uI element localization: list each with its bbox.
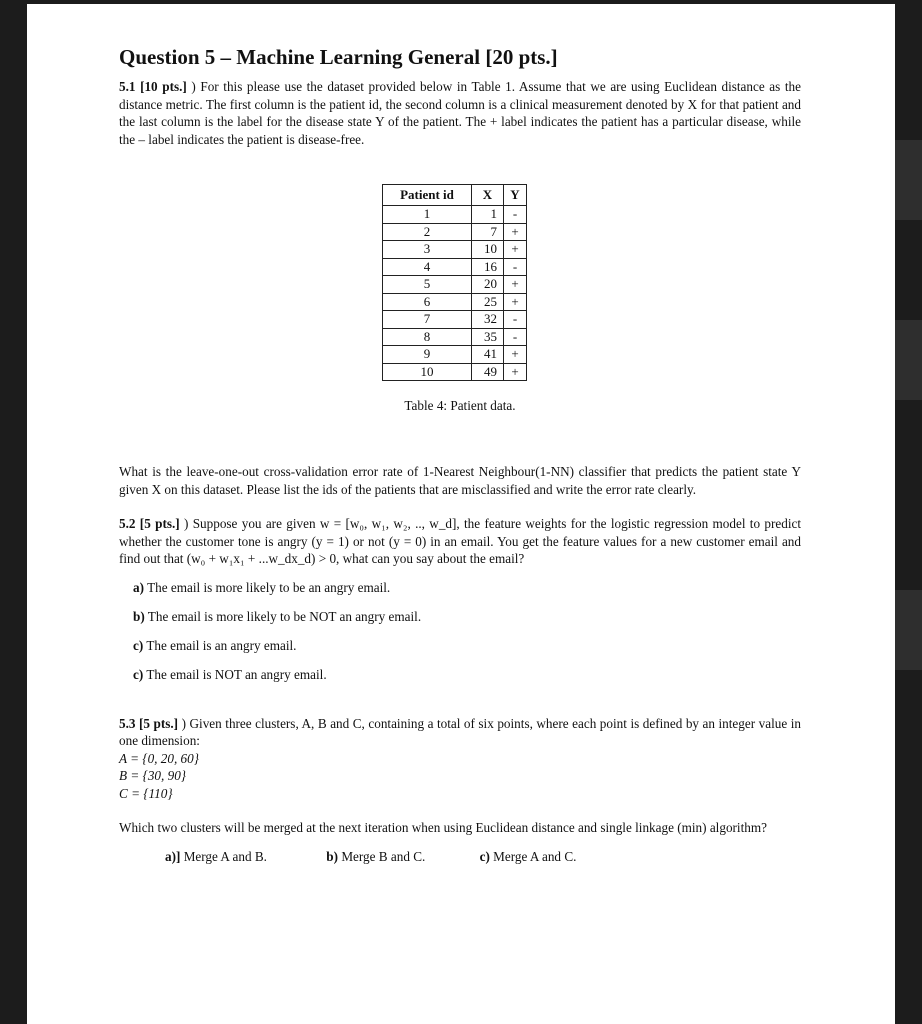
cell-x: 49 [472, 363, 504, 381]
table-row [383, 293, 527, 311]
table-row [383, 276, 527, 294]
table-row [383, 346, 527, 364]
q53-question: Which two clusters will be merged at the next iteration when using Euclidean distance and single linkage (min) algorithm? [119, 820, 767, 835]
table-row [383, 328, 527, 346]
cell-y: - [504, 328, 527, 346]
cell-patient-id: 7 [383, 311, 472, 329]
left-dark-margin [0, 0, 27, 1024]
cell-patient-id: 2 [383, 223, 472, 241]
cell-y: - [504, 258, 527, 276]
cell-patient-id: 1 [383, 206, 472, 224]
option-item [133, 579, 801, 596]
cell-y: + [504, 276, 527, 294]
q51-text: ) For this please use the dataset provided below in Table 1. Assume that we are using Euclidean distance as the distance metric. The first column is the patient id, the second column is a clinical measurement denoted by X for that patient and the last column is the label for the disease state Y of the patient. The + label indicates the patient has a particular disease, while the – label indicates the patient is disease-free. [119, 79, 801, 147]
option-text: The email is more likely to be an angry email. [147, 579, 391, 595]
table-area [119, 148, 801, 440]
cell-y: - [504, 311, 527, 329]
cell-x: 16 [472, 258, 504, 276]
column-header: Patient id [383, 185, 472, 206]
option-key: c) [479, 848, 490, 864]
table-caption: Table 4: Patient data. [404, 398, 516, 413]
cell-x: 41 [472, 346, 504, 364]
patient-data-table [382, 184, 527, 381]
option-key: a)] [165, 848, 181, 864]
question-content [119, 44, 801, 865]
cell-x: 25 [472, 293, 504, 311]
cell-patient-id: 9 [383, 346, 472, 364]
scroll-edge-mark [895, 320, 922, 400]
option-key: b) [133, 608, 145, 624]
option-key: a) [133, 579, 144, 595]
cell-x: 1 [472, 206, 504, 224]
patient-table-wrap [382, 184, 527, 381]
cluster-set: C = {110} [119, 785, 173, 801]
q52-options [119, 579, 801, 683]
table-row [383, 206, 527, 224]
column-header: X [472, 185, 504, 206]
option-key: c) [133, 666, 144, 682]
option-item [326, 849, 476, 865]
cell-y: + [504, 363, 527, 381]
cell-x: 32 [472, 311, 504, 329]
option-item [133, 666, 801, 683]
option-item [480, 849, 577, 865]
cell-y: + [504, 293, 527, 311]
q51-intro [119, 78, 801, 148]
cell-x: 20 [472, 276, 504, 294]
q52-text: ) Suppose you are given w = [w₀, w₁, w₂, .., w_d], the feature weights for the logistic regression model to predict whether the customer tone is angry (y = 1) or not (y = 0) in an email. You get the feature values for a new customer email and find out that (w₀ + w₁x₁ + ...w_dx_d) > 0, what can you say about the email? [119, 516, 801, 566]
cell-patient-id: 4 [383, 258, 472, 276]
cell-patient-id: 3 [383, 241, 472, 259]
option-item [133, 637, 801, 654]
option-text: The email is NOT an angry email. [146, 666, 327, 682]
table-row [383, 363, 527, 381]
cell-patient-id: 8 [383, 328, 472, 346]
option-text: Merge A and B. [183, 848, 267, 864]
option-key: b) [326, 848, 339, 864]
q53-intro [119, 715, 801, 750]
q53-sets [119, 750, 801, 803]
question-title: Question 5 – Machine Learning General [20 pts.] [119, 45, 558, 69]
cell-patient-id: 10 [383, 363, 472, 381]
q52-label: 5.2 [5 pts.] [119, 516, 180, 531]
option-text: Merge A and C. [493, 848, 577, 864]
cluster-set: B = {30, 90} [119, 768, 187, 783]
cluster-set: A = {0, 20, 60} [119, 750, 200, 766]
cell-x: 7 [472, 223, 504, 241]
q51-question: What is the leave-one-out cross-validation error rate of 1-Nearest Neighbour(1-NN) classifier that predicts the patient state Y given X on this dataset. Please list the ids of the patients that are misclassified and write the error rate clearly. [119, 464, 801, 497]
table-header-row [383, 185, 527, 206]
document-page [27, 4, 895, 1024]
option-text: Merge B and C. [341, 848, 426, 864]
cell-y: + [504, 346, 527, 364]
option-item [133, 608, 801, 625]
cell-patient-id: 5 [383, 276, 472, 294]
cell-x: 10 [472, 241, 504, 259]
column-header: Y [504, 185, 527, 206]
q53-label: 5.3 [5 pts.] [119, 715, 179, 731]
option-key: c) [133, 637, 144, 653]
q51-label: 5.1 [10 pts.] [119, 79, 187, 94]
q53-text: ) Given three clusters, A, B and C, containing a total of six points, where each point is defined by an integer value in one dimension: [119, 715, 801, 748]
option-text: The email is an angry email. [146, 637, 297, 653]
cell-patient-id: 6 [383, 293, 472, 311]
table-row [383, 311, 527, 329]
option-item [165, 849, 323, 865]
option-text: The email is more likely to be NOT an angry email. [147, 608, 422, 624]
cell-y: + [504, 223, 527, 241]
table-row [383, 241, 527, 259]
cell-x: 35 [472, 328, 504, 346]
q52-intro [119, 515, 801, 568]
table-row [383, 223, 527, 241]
scroll-edge-mark [895, 590, 922, 670]
cell-y: + [504, 241, 527, 259]
table-row [383, 258, 527, 276]
q53-options [119, 849, 801, 865]
cell-y: - [504, 206, 527, 224]
scroll-edge-mark [895, 140, 922, 220]
